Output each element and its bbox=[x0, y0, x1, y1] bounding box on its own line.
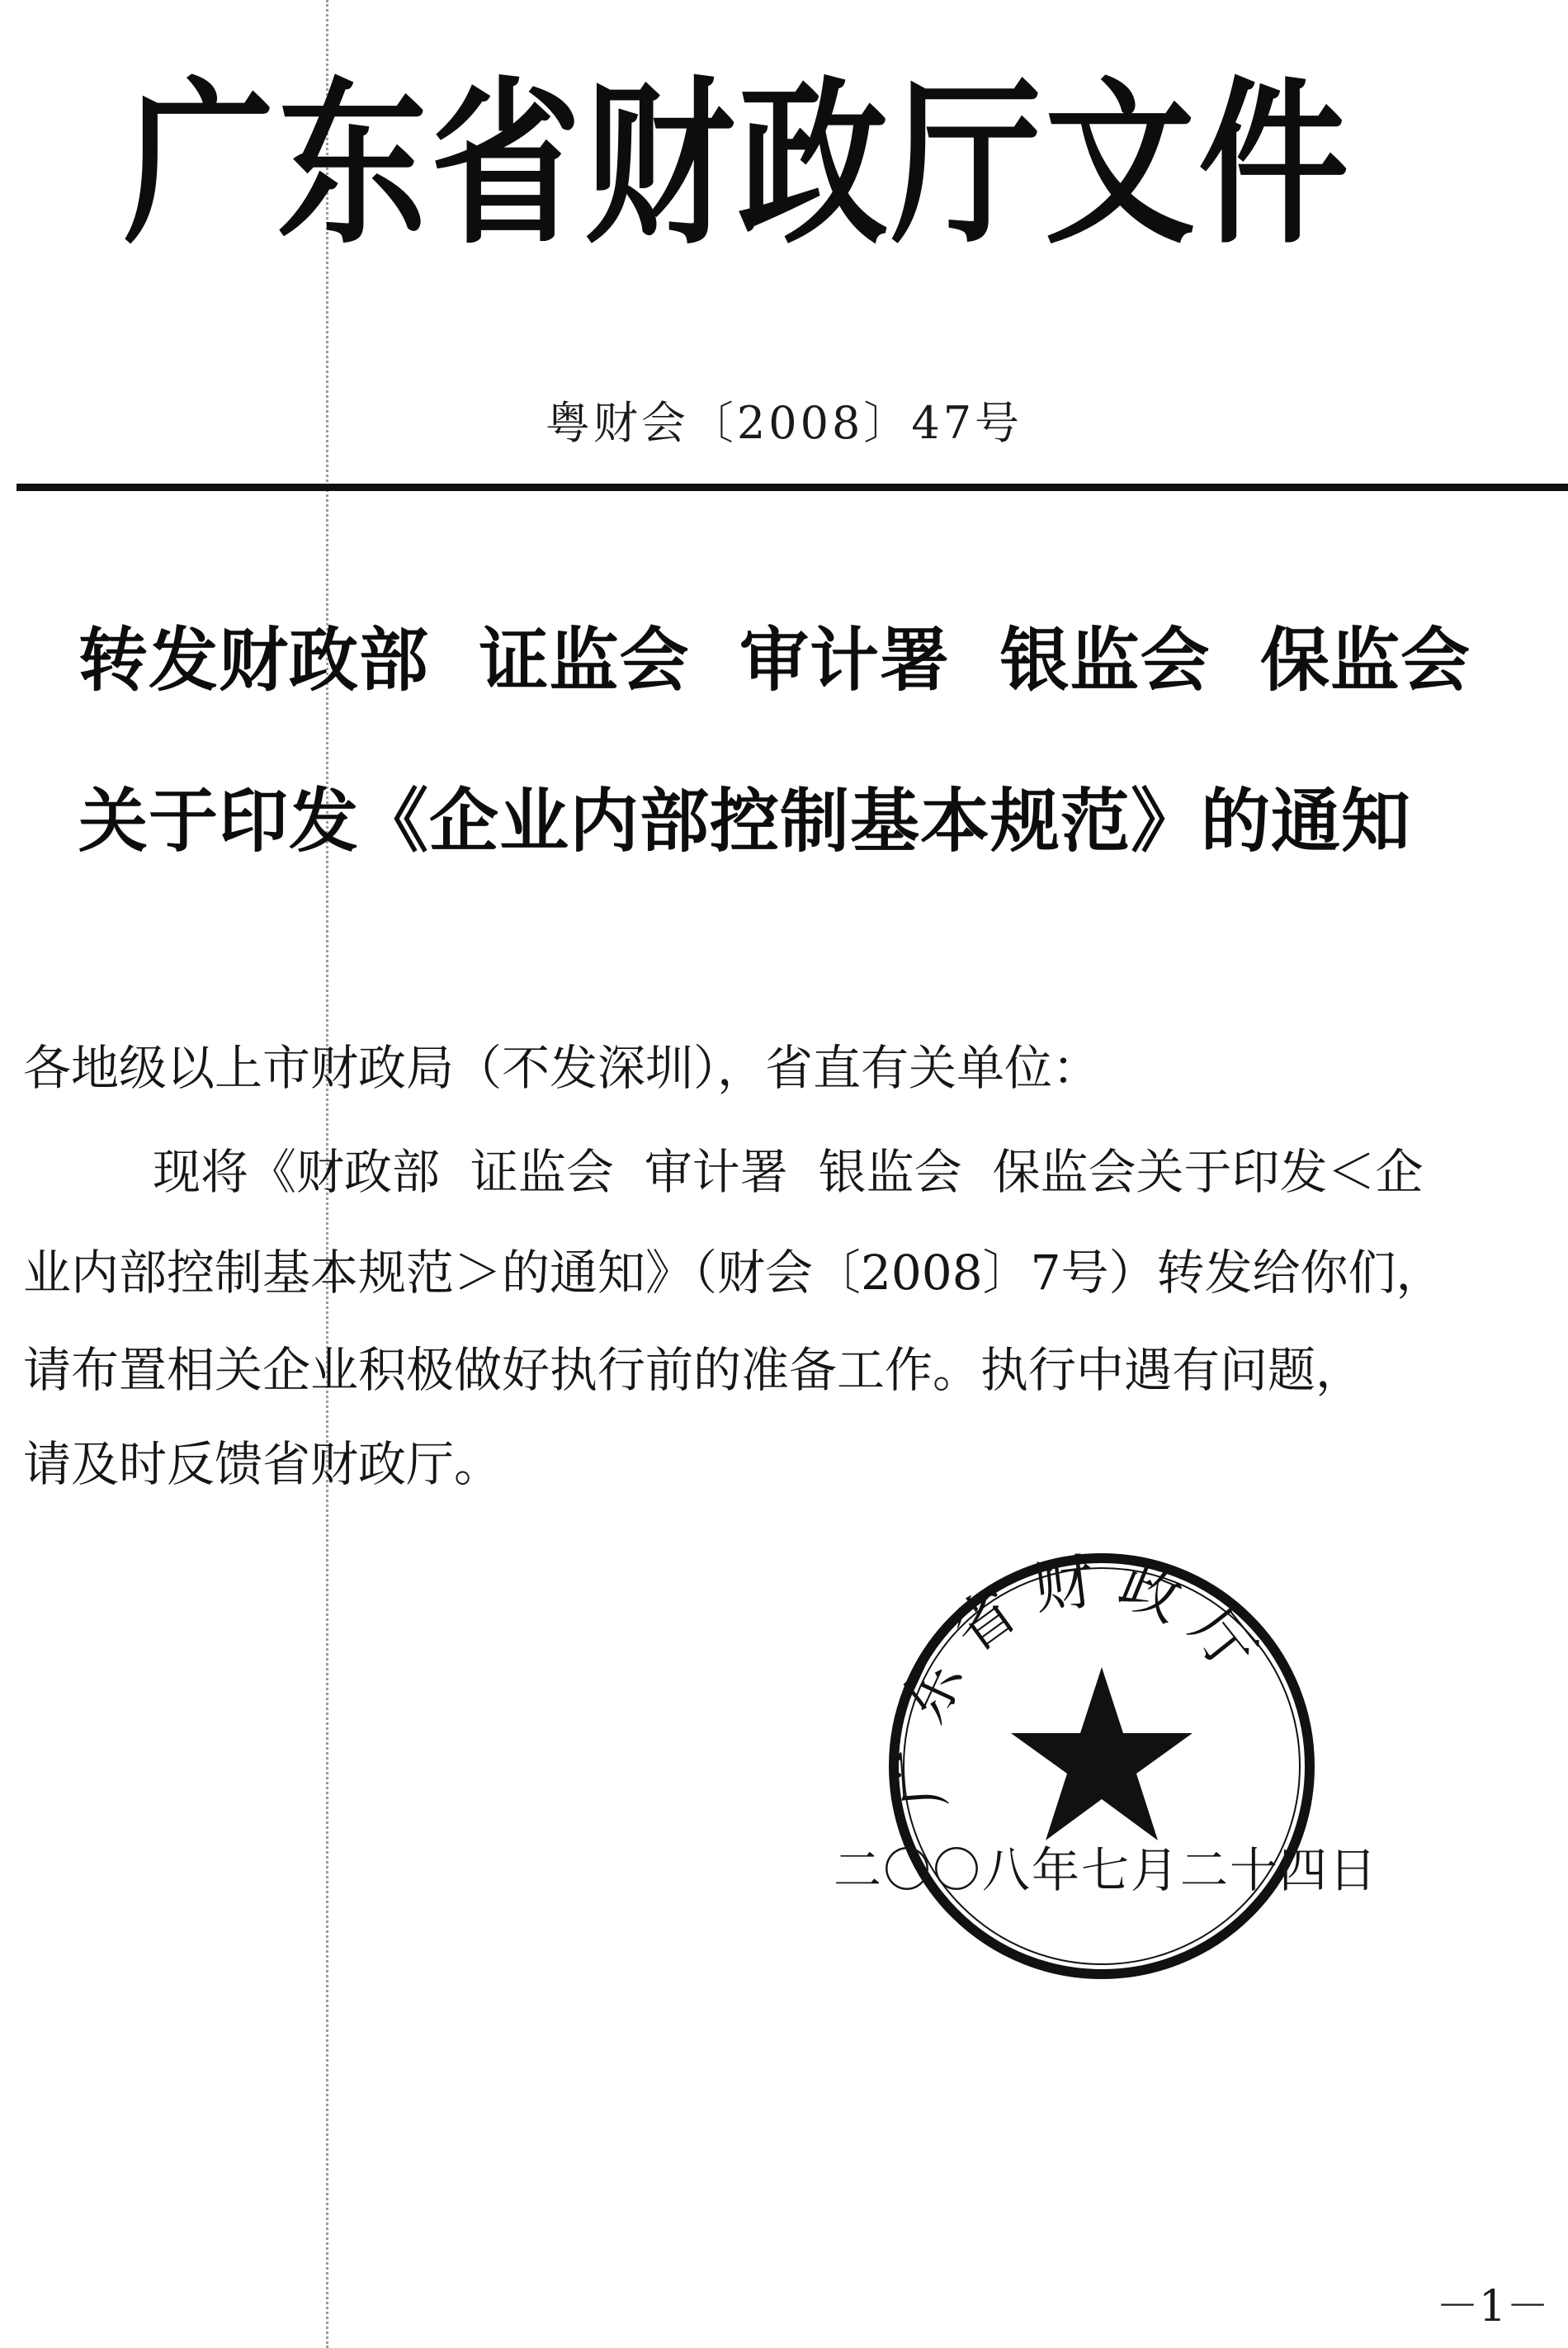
header-rule bbox=[17, 484, 1568, 491]
body-paragraph-line-3: 请布置相关企业积极做好执行前的准备工作。执行中遇有问题， bbox=[23, 1342, 1364, 1398]
body-paragraph-line-4: 请及时反馈省财政厅。 bbox=[23, 1436, 503, 1492]
body-paragraph-line-1: 现将《财政部 证监会 审计署 银监会 保监会关于印发＜企 bbox=[153, 1144, 1424, 1200]
notice-title-line-1: 转发财政部 证监会 审计署 银监会 保监会 bbox=[78, 620, 1471, 701]
official-seal bbox=[879, 1543, 1325, 1989]
star-icon bbox=[1011, 1667, 1193, 1840]
body-paragraph-line-2: 业内部控制基本规范＞的通知》（财会〔2008〕7号）转发给你们， bbox=[23, 1245, 1444, 1301]
salutation: 各地级以上市财政局（不发深圳），省直有关单位： bbox=[23, 1040, 1101, 1096]
seal-text: 广东省财政厅 bbox=[883, 1544, 1281, 1810]
document-number: 粤财会〔2008〕47号 bbox=[545, 397, 1023, 449]
notice-title-line-2: 关于印发《企业内部控制基本规范》的通知 bbox=[78, 781, 1412, 862]
issue-date: 二〇〇八年七月二十四日 bbox=[834, 1842, 1379, 1898]
page-number: －1－ bbox=[1436, 2282, 1550, 2331]
masthead-title: 广东省财政厅文件 bbox=[124, 61, 1352, 268]
